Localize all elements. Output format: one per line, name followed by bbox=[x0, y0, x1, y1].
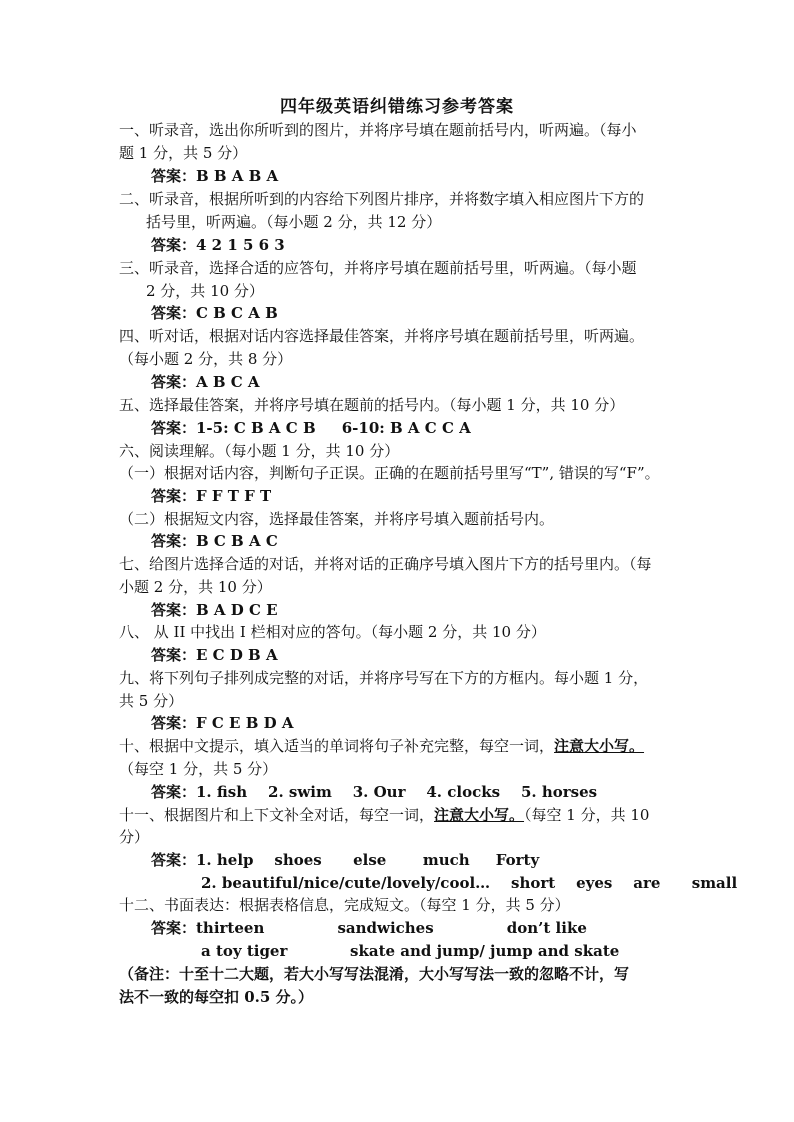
section-4-instruction: 四、听对话，根据对话内容选择最佳答案，并将序号填在题前括号里，听两遍。 bbox=[119, 327, 645, 345]
section-4-instruction-cont: （每小题 2 分，共 8 分） bbox=[119, 350, 293, 368]
section-3-instruction-cont: 2 分，共 10 分） bbox=[146, 282, 264, 300]
section-6-part-1-instruction: （一）根据对话内容，判断句子正误。正确的在题前括号里写“T”, 错误的写“F”。 bbox=[119, 464, 660, 482]
section-11-answer-line-2: 2. beautiful/nice/cute/lovely/cool… short eyes are small bbox=[201, 874, 738, 892]
section-10-answer: 答案：1. fish 2. swim 3. Our 4. clocks 5. horses bbox=[151, 783, 598, 801]
section-10-capitalization-note: 注意大小写。 bbox=[554, 737, 645, 755]
remarks-note: （备注：十至十二大题，若大小写写法混淆，大小写写法一致的忽略不计，写 bbox=[119, 965, 630, 983]
remarks-note-cont: 法不一致的每空扣 0.5 分。） bbox=[119, 988, 314, 1006]
section-11-instruction bbox=[119, 805, 679, 825]
section-1-answer: 答案：B B A B A bbox=[151, 167, 279, 185]
section-3-instruction: 三、听录音，选择合适的应答句，并将序号填在题前括号里，听两遍。（每小题 bbox=[119, 259, 637, 277]
section-6-part-2-instruction: （二）根据短文内容，选择最佳答案，并将序号填入题前括号内。 bbox=[119, 510, 555, 528]
section-6-instruction: 六、阅读理解。（每小题 1 分，共 10 分） bbox=[119, 442, 400, 460]
section-11-instruction-cont: 分） bbox=[119, 828, 150, 846]
section-7-instruction-cont: 小题 2 分，共 10 分） bbox=[119, 578, 272, 596]
section-10-instruction-text: 十、根据中文提示，填入适当的单词将句子补充完整，每空一词， bbox=[119, 737, 555, 755]
section-2-answer: 答案：4 2 1 5 6 3 bbox=[151, 236, 285, 254]
section-1-instruction-cont: 题 1 分，共 5 分） bbox=[119, 144, 248, 162]
section-11-instruction-text: 十一、根据图片和上下文补全对话，每空一词， bbox=[119, 806, 435, 824]
section-10-instruction bbox=[119, 736, 679, 756]
section-5-instruction: 五、选择最佳答案，并将序号填在题前的括号内。（每小题 1 分，共 10 分） bbox=[119, 396, 625, 414]
section-5-answer: 答案：1-5: C B A C B 6-10: B A C C A bbox=[151, 419, 471, 437]
section-1-instruction: 一、听录音，选出你所听到的图片，并将序号填在题前括号内，听两遍。（每小 bbox=[119, 121, 637, 139]
section-2-instruction: 二、听录音，根据所听到的内容给下列图片排序，并将数字填入相应图片下方的 bbox=[119, 190, 645, 208]
section-8-instruction: 八、 从 II 中找出 I 栏相对应的答句。（每小题 2 分，共 10 分） bbox=[119, 623, 546, 641]
section-12-answer-line-1: 答案：thirteen sandwiches don’t like bbox=[151, 919, 587, 937]
section-10-instruction-cont: （每空 1 分，共 5 分） bbox=[119, 760, 278, 778]
section-11-answer-line-1: 答案：1. help shoes else much Forty bbox=[151, 851, 540, 869]
section-9-answer: 答案：F C E B D A bbox=[151, 714, 294, 732]
section-4-answer: 答案：A B C A bbox=[151, 373, 260, 391]
section-12-answer-line-2: a toy tiger skate and jump/ jump and skate bbox=[201, 942, 620, 960]
page-title: 四年级英语纠错练习参考答案 bbox=[280, 97, 514, 117]
section-6-part-1-answer: 答案：F F T F T bbox=[151, 487, 272, 505]
section-9-instruction-cont: 共 5 分） bbox=[119, 692, 184, 710]
section-8-answer: 答案：E C D B A bbox=[151, 646, 278, 664]
section-3-answer: 答案：C B C A B bbox=[151, 304, 278, 322]
section-7-answer: 答案：B A D C E bbox=[151, 601, 278, 619]
section-11-score-text: （每空 1 分，共 10 bbox=[524, 806, 650, 824]
section-2-instruction-cont: 括号里，听两遍。（每小题 2 分，共 12 分） bbox=[146, 213, 442, 231]
section-12-instruction: 十二、书面表达：根据表格信息，完成短文。（每空 1 分，共 5 分） bbox=[119, 896, 570, 914]
section-7-instruction: 七、给图片选择合适的对话，并将对话的正确序号填入图片下方的括号里内。（每 bbox=[119, 555, 652, 573]
section-11-capitalization-note: 注意大小写。 bbox=[434, 806, 525, 824]
section-9-instruction: 九、将下列句子排列成完整的对话，并将序号写在下方的方框内。每小题 1 分， bbox=[119, 669, 649, 687]
section-6-part-2-answer: 答案：B C B A C bbox=[151, 532, 278, 550]
